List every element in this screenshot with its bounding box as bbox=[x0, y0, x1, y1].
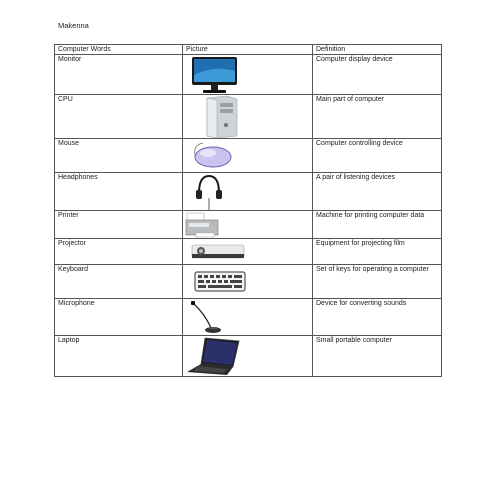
definition-cell: Machine for printing computer data bbox=[313, 211, 442, 239]
table-row bbox=[55, 239, 442, 265]
vocabulary-table bbox=[54, 44, 442, 377]
keyboard-icon bbox=[183, 265, 313, 299]
word-cell: CPU bbox=[55, 95, 183, 139]
picture-cell bbox=[183, 173, 313, 211]
definition-cell: Main part of computer bbox=[313, 95, 442, 139]
microphone-icon bbox=[183, 299, 313, 336]
table-row bbox=[55, 173, 442, 211]
laptop-icon bbox=[183, 336, 313, 377]
word-cell: Printer bbox=[55, 211, 183, 239]
table-header-row bbox=[55, 45, 442, 55]
mouse-icon bbox=[183, 139, 313, 173]
definition-cell: Device for converting sounds bbox=[313, 299, 442, 336]
picture-cell bbox=[183, 239, 313, 265]
header-computer-words: Computer Words bbox=[55, 45, 183, 55]
definition-cell: Computer display device bbox=[313, 55, 442, 95]
printer-icon bbox=[183, 211, 313, 239]
definition-cell: A pair of listening devices bbox=[313, 173, 442, 211]
header-picture: Picture bbox=[183, 45, 313, 55]
word-cell: Projector bbox=[55, 239, 183, 265]
table-row bbox=[55, 95, 442, 139]
definition-cell: Small portable computer bbox=[313, 336, 442, 377]
cpu-tower-icon bbox=[183, 95, 313, 139]
word-cell: Keyboard bbox=[55, 265, 183, 299]
picture-cell bbox=[183, 139, 313, 173]
picture-cell bbox=[183, 336, 313, 377]
projector-icon bbox=[183, 239, 313, 265]
monitor-icon bbox=[183, 55, 313, 95]
word-cell: Monitor bbox=[55, 55, 183, 95]
word-cell: Headphones bbox=[55, 173, 183, 211]
headphones-icon bbox=[183, 173, 313, 211]
word-cell: Microphone bbox=[55, 299, 183, 336]
definition-cell: Equipment for projecting film bbox=[313, 239, 442, 265]
header-definition: Definition bbox=[313, 45, 442, 55]
picture-cell bbox=[183, 211, 313, 239]
author-name: Makenna bbox=[58, 21, 89, 30]
table-row bbox=[55, 336, 442, 377]
table-row bbox=[55, 211, 442, 239]
definition-cell: Computer controlling device bbox=[313, 139, 442, 173]
definition-cell: Set of keys for operating a computer bbox=[313, 265, 442, 299]
picture-cell bbox=[183, 55, 313, 95]
table-row bbox=[55, 299, 442, 336]
picture-cell bbox=[183, 299, 313, 336]
table-row bbox=[55, 265, 442, 299]
table-row bbox=[55, 139, 442, 173]
picture-cell bbox=[183, 265, 313, 299]
picture-cell bbox=[183, 95, 313, 139]
word-cell: Mouse bbox=[55, 139, 183, 173]
word-cell: Laptop bbox=[55, 336, 183, 377]
table-row bbox=[55, 55, 442, 95]
